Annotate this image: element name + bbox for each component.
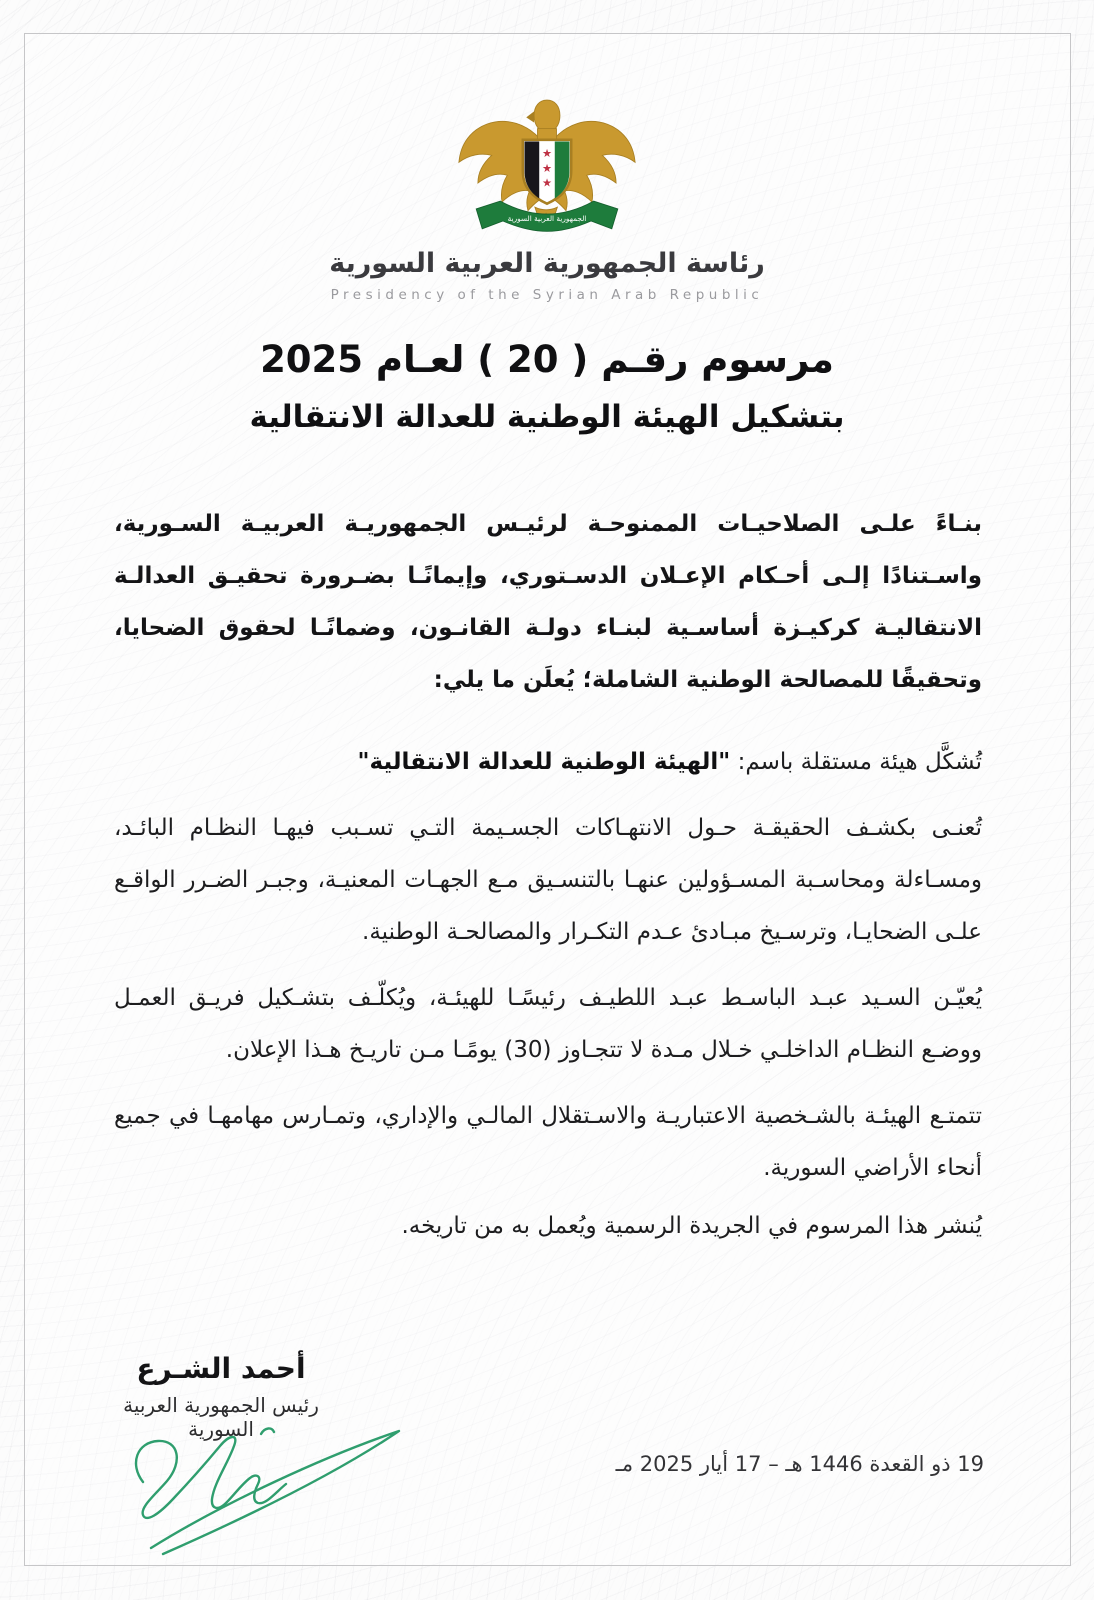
svg-text:★: ★ bbox=[541, 176, 553, 190]
org-name-arabic: رئاسة الجمهورية العربية السورية bbox=[329, 248, 765, 279]
signatory-name: أحمد الشـرع bbox=[136, 1352, 306, 1385]
publication-clause: يُنشر هذا المرسوم في الجريدة الرسمية ويُعمل به من تاريخه. bbox=[401, 1213, 982, 1239]
article-3-paragraph: يُعيّـن السـيد عبـد الباسـط عبـد اللطيـف رئيسًـا للهيئـة، ويُكلّـف بتشـكيل فريـق العمـل ووضـع النظـام الداخلـي خـلال مـدة لا تتجـاوز (30) يومًـا مـن تاريـخ هـذا الإعلان. bbox=[114, 985, 982, 1063]
institution-name: "الهيئة الوطنية للعدالة الانتقالية" bbox=[357, 749, 731, 775]
article-1-paragraph bbox=[114, 736, 982, 788]
decree-title bbox=[0, 338, 1094, 435]
decree-title-number: مرسوم رقـم ( 20 ) لعـام 2025 bbox=[260, 338, 834, 381]
decree-title-subject: بتشكيل الهيئة الوطنية للعدالة الانتقالية bbox=[249, 399, 845, 435]
article-4-paragraph: تتمتـع الهيئـة بالشـخصية الاعتباريـة والاسـتقلال المالـي والإداري، وتمـارس مهامهـا في جميع أنحاء الأراضي السورية. bbox=[114, 1103, 982, 1181]
document-header bbox=[0, 88, 1094, 303]
emblem-ribbon-text: الجمهورية العربية السورية bbox=[507, 214, 587, 223]
svg-text:★: ★ bbox=[541, 161, 553, 175]
article-2-paragraph: تُعنـى بكشـف الحقيقـة حـول الانتهـاكات الجسـيمة التـي تسـبب فيهـا النظـام البائـد، ومسـاءلة ومحاسـبة المسـؤولين عنهـا بالتنسـيق مـع الجهـات المعنيـة، وجبـر الضـرر الواقـع علـى الضحايـا، وترسـيخ مبـادئ عـدم التكـرار والمصالحـة الوطنية. bbox=[114, 815, 982, 945]
preamble-paragraph: بنـاءً علـى الصلاحيـات الممنوحـة لرئيـس الجمهوريـة العربيـة السـورية، واسـتنادًا إلـى أحـكام الإعـلان الدسـتوري، وإيمانًـا بضـرورة تحقيـق العدالـة الانتقاليـة كركيـزة أساسـية لبنـاء دولـة القانـون، وضمانًـا لحقوق الضحايا، وتحقيقًا للمصالحة الوطنية الشاملة؛ يُعلَن ما يلي: bbox=[114, 511, 982, 693]
handwritten-signature bbox=[108, 1418, 418, 1563]
hijri-gregorian-date: 19 ذو القعدة 1446 هـ – 17 أيار 2025 مـ bbox=[615, 1452, 984, 1476]
org-name-english: Presidency of the Syrian Arab Republic bbox=[330, 287, 764, 303]
presidential-emblem bbox=[452, 88, 642, 240]
decree-body bbox=[114, 498, 982, 1252]
signatory-title: رئيس الجمهورية العربية السورية bbox=[123, 1393, 319, 1441]
svg-text:★: ★ bbox=[541, 147, 553, 161]
syrian-eagle-icon bbox=[452, 88, 642, 240]
article-1-prefix: تُشكَّل هيئة مستقلة باسم: bbox=[730, 749, 982, 775]
